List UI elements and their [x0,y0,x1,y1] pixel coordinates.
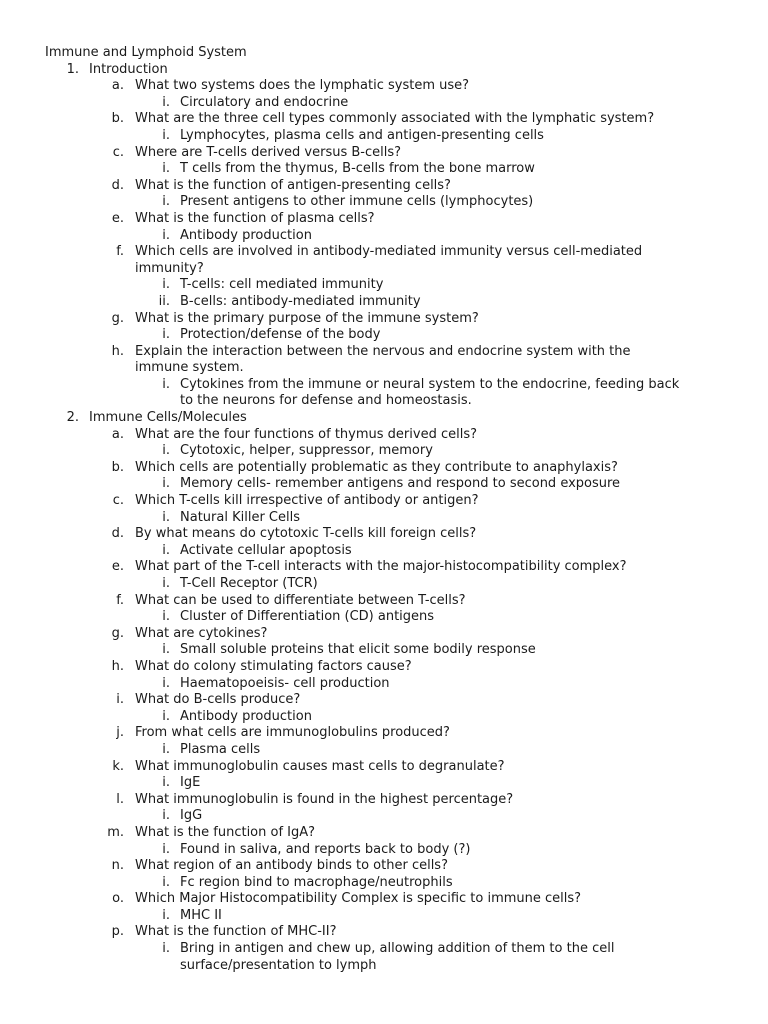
list-text: surface/presentation to lymph [180,957,377,973]
list-marker: o. [112,891,124,907]
question-item [0,460,768,477]
question-item [0,593,768,610]
list-text: What are the four functions of thymus derived cells? [135,426,477,442]
list-marker: d. [111,177,124,193]
list-text: What are the three cell types commonly associated with the lymphatic system? [135,111,655,127]
list-text: Protection/defense of the body [180,327,381,343]
list-text: Present antigens to other immune cells (lymphocytes) [180,194,534,210]
list-text: Antibody production [180,708,312,724]
list-marker: i. [162,327,170,343]
answer-item [0,443,768,460]
list-marker: 2. [66,410,79,426]
list-marker: i. [162,675,170,691]
answer-item [0,510,768,527]
list-marker: i. [162,841,170,857]
list-text: B-cells: antibody-mediated immunity [180,293,421,309]
list-text: Found in saliva, and reports back to body (?) [180,841,471,857]
list-text: From what cells are immunoglobulins produced? [135,725,450,741]
list-marker: ii. [158,293,170,309]
document-title: Immune and Lymphoid System [45,45,247,60]
list-text: Plasma cells [180,741,261,757]
list-text: What immunoglobulin is found in the highest percentage? [135,791,514,807]
question-item [0,924,768,941]
list-text: Circulatory and endocrine [180,94,349,110]
question-item [0,792,768,809]
question-item [0,493,768,510]
list-marker: g. [111,625,124,641]
answer-item [0,95,768,112]
list-text: Cytokines from the immune or neural system to the endocrine, feeding back [180,376,680,392]
answer-item [0,709,768,726]
section-heading [0,62,768,79]
list-text: What two systems does the lymphatic system use? [135,78,470,94]
list-marker: l. [116,791,124,807]
question-item [0,891,768,908]
list-text: Bring in antigen and chew up, allowing addition of them to the cell [180,941,615,957]
list-text: What immunoglobulin causes mast cells to degranulate? [135,758,505,774]
list-text: What do colony stimulating factors cause? [135,658,412,674]
list-marker: d. [111,526,124,542]
question-continuation [0,261,768,278]
list-text: What is the primary purpose of the immune system? [135,310,479,326]
list-text: What is the function of MHC-II? [135,924,337,940]
answer-continuation [0,393,768,410]
list-text: Antibody production [180,227,312,243]
list-text: What is the function of plasma cells? [135,210,375,226]
list-text: What is the function of antigen-presenting cells? [135,177,451,193]
list-text: Lymphocytes, plasma cells and antigen-presenting cells [180,127,544,143]
list-marker: i. [162,194,170,210]
document-page [0,45,768,974]
list-text: IgG [180,808,203,824]
list-text: Introduction [89,61,168,77]
question-item [0,725,768,742]
answer-item [0,775,768,792]
list-text: What can be used to differentiate between T-cells? [135,592,466,608]
question-item [0,626,768,643]
list-marker: e. [111,559,124,575]
list-text: IgE [180,775,201,791]
list-text: T cells from the thymus, B-cells from the bone marrow [180,161,535,177]
list-text: immune system. [135,360,244,376]
answer-item [0,908,768,925]
list-marker: i. [162,161,170,177]
document-title-line [0,45,768,62]
answer-item [0,294,768,311]
answer-item [0,941,768,958]
list-marker: c. [112,144,124,160]
list-marker: i. [162,94,170,110]
question-item [0,211,768,228]
list-marker: i. [162,907,170,923]
list-marker: i. [162,509,170,525]
list-text: Which T-cells kill irrespective of antibody or antigen? [135,493,479,509]
answer-item [0,327,768,344]
list-marker: i. [162,476,170,492]
question-item [0,858,768,875]
list-marker: i. [116,692,124,708]
list-marker: a. [111,78,124,94]
list-marker: i. [162,127,170,143]
list-text: Which Major Histocompatibility Complex is specific to immune cells? [135,891,582,907]
list-text: T-cells: cell mediated immunity [180,277,384,293]
answer-item [0,609,768,626]
list-marker: h. [111,343,124,359]
list-text: Small soluble proteins that elicit some bodily response [180,642,536,658]
list-marker: b. [111,111,124,127]
answer-item [0,277,768,294]
list-marker: a. [111,426,124,442]
question-item [0,78,768,95]
list-marker: i. [162,775,170,791]
list-marker: n. [111,858,124,874]
list-text: What region of an antibody binds to other cells? [135,858,448,874]
question-item [0,559,768,576]
list-marker: p. [111,924,124,940]
list-text: Which cells are potentially problematic as they contribute to anaphylaxis? [135,459,618,475]
list-marker: i. [162,808,170,824]
list-text: Cytotoxic, helper, suppressor, memory [180,443,433,459]
answer-item [0,194,768,211]
question-item [0,244,768,261]
question-item [0,692,768,709]
question-item [0,825,768,842]
answer-item [0,875,768,892]
question-item [0,526,768,543]
list-text: immunity? [135,260,204,276]
list-marker: i. [162,708,170,724]
list-text: Natural Killer Cells [180,509,300,525]
list-marker: k. [112,758,124,774]
list-text: What are cytokines? [135,625,268,641]
question-item [0,145,768,162]
list-text: What is the function of IgA? [135,824,316,840]
answer-item [0,642,768,659]
list-text: Which cells are involved in antibody-mediated immunity versus cell-mediated [135,244,643,260]
answer-item [0,742,768,759]
answer-item [0,543,768,560]
question-item [0,344,768,361]
list-marker: b. [111,459,124,475]
list-marker: i. [162,542,170,558]
list-text: Fc region bind to macrophage/neutrophils [180,874,453,890]
list-marker: i. [162,941,170,957]
question-item [0,178,768,195]
list-marker: i. [162,576,170,591]
list-marker: 1. [66,61,79,77]
list-marker: h. [111,658,124,674]
list-marker: f. [116,244,124,260]
answer-item [0,842,768,859]
question-item [0,311,768,328]
list-text: What part of the T-cell interacts with the major-histocompatibility complex? [135,559,627,575]
answer-item [0,161,768,178]
list-marker: g. [111,310,124,326]
list-text: MHC II [180,907,222,923]
question-item [0,111,768,128]
list-text: Explain the interaction between the nervous and endocrine system with the [135,343,631,359]
section-heading [0,410,768,427]
list-text: By what means do cytotoxic T-cells kill foreign cells? [135,526,477,542]
list-marker: i. [162,443,170,459]
question-continuation [0,360,768,377]
list-marker: j. [116,725,124,741]
question-item [0,427,768,444]
answer-item [0,128,768,145]
list-text: Cluster of Differentiation (CD) antigens [180,609,435,625]
list-marker: i. [162,741,170,757]
answer-item [0,377,768,394]
list-marker: i. [162,376,170,392]
list-marker: c. [112,493,124,509]
answer-continuation [0,958,768,975]
list-marker: i. [162,642,170,658]
list-text: Memory cells- remember antigens and respond to second exposure [180,476,621,492]
list-text: Immune Cells/Molecules [89,410,247,426]
list-text: Activate cellular apoptosis [180,542,352,558]
answer-item [0,228,768,245]
list-marker: i. [162,874,170,890]
answer-item [0,576,768,593]
answer-item [0,476,768,493]
list-text: Haematopoeisis- cell production [180,675,390,691]
list-text: T-Cell Receptor (TCR) [180,576,318,591]
list-marker: i. [162,227,170,243]
list-text: What do B-cells produce? [135,692,301,708]
list-marker: i. [162,277,170,293]
list-marker: i. [162,609,170,625]
list-marker: e. [111,210,124,226]
outline [0,62,768,975]
question-item [0,659,768,676]
list-text: to the neurons for defense and homeostasis. [180,393,472,409]
list-marker: f. [116,592,124,608]
list-text: Where are T-cells derived versus B-cells? [135,144,402,160]
answer-item [0,808,768,825]
question-item [0,759,768,776]
list-marker: m. [107,824,124,840]
answer-item [0,676,768,693]
